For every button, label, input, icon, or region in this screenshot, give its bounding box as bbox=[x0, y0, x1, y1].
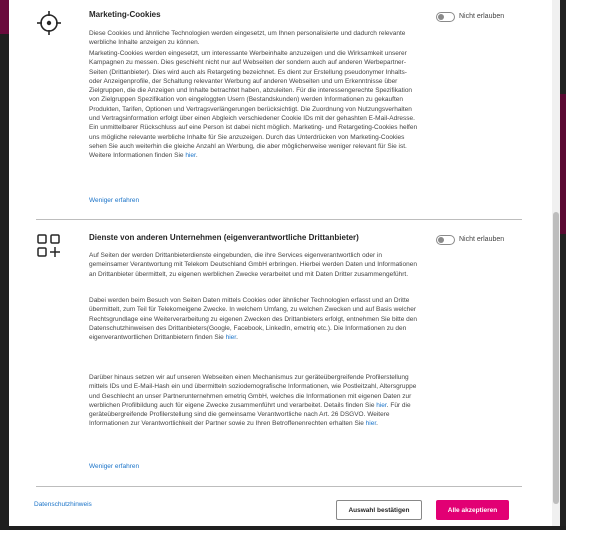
scrollbar-thumb[interactable] bbox=[553, 212, 559, 504]
third-party-paragraph-3-text: Darüber hinaus setzen wir auf unseren Webseiten einen Mechanismus zur geräteübergreifende Profilerstellung mittels IDs und E-Mail-Hash ein und übermitteln soziodemografische Informationen, wie Postleitzahl, Altersgruppe und Geschlecht an unser Partnerunternehmen emetriq GmbH, welches die Informationen mit eigenen Daten zur werblichen Profilbildung auch für eigene Zwecke zusammenführt und verarbeitet. Details finden Sie bbox=[89, 374, 417, 409]
toggle-knob bbox=[438, 237, 444, 243]
punctuation: . bbox=[236, 334, 238, 342]
third-party-paragraph-1: Auf Seiten der werden Drittanbieterdienste eingebunden, die ihre Services eigenverantwortlich oder in gemeinsamer Verantwortung mit Telekom Deutschland GmbH erbringen. Hierbei werden Daten und Informationen an Drittanbieter übermittelt, zu eigenen werblichen Zwecke verarbeitet und mit Daten Dritter zusammengeführt. bbox=[89, 252, 417, 278]
cookie-consent-dialog bbox=[9, 0, 560, 526]
section-divider bbox=[36, 219, 522, 220]
privacy-notice-link[interactable]: Datenschutzhinweis bbox=[34, 501, 92, 508]
marketing-more-info-link[interactable]: hier bbox=[185, 152, 196, 160]
toggle-knob bbox=[438, 14, 444, 20]
marketing-intro: Diese Cookies und ähnliche Technologien werden eingesetzt, um Ihnen personalisierte und dadurch relevante werbliche Inhalte anzeigen zu können. bbox=[89, 30, 406, 47]
section-title-third-party: Dienste von anderen Unternehmen (eigenverantwortliche Drittanbieter) bbox=[89, 233, 359, 242]
marketing-toggle-label: Nicht erlauben bbox=[459, 13, 505, 20]
marketing-description bbox=[89, 49, 421, 161]
third-party-toggle-label: Nicht erlauben bbox=[459, 236, 505, 243]
marketing-description-text: Marketing-Cookies werden eingesetzt, um interessante Werbeinhalte anzuzeigen und die Wirksamkeit unserer Kampagnen zu messen. Dies geschieht nicht nur auf Webseiten der sondern auch auf anderen Werbepartner-Seiten (Drittanbieter). Dies wird auch als Retargeting bezeichnet. Es dient zur Erstellung pseudonymer Inhalts- oder Anzeigenprofile, der Schaltung relevanter Werbung auf anderen Webseiten und um Erkenntnisse über Zielgruppen, die die Anzeigen und Inhalte betrachtet haben, abzuleiten. Für die interessengerechte Spezifikation von Zielgruppen Spezifikation von eingeloggten Usern (Bestandskunden) werden Informationen zu gekauften Produkten, Tarifen, Optionen und Vertragsverlängerungen berücksichtigt. Die Zuordnung von Nutzungsverhalten und Vertragsinformation erfolgt über einen Abgleich verschiedener Cookie IDs mit der gehashten E-Mail-Adresse. Ein unmittelbarer Rückschluss auf eine Person ist dabei nicht möglich. Marketing- und Retargeting-Cookies helfen uns mögliche relevante werbliche Inhalte für Sie anzuzeigen. Durch das Unterdrücken von Marketing-Cookies sehen Sie auch weiterhin die gleiche Anzahl an Werbung, die aber möglicherweise weniger relevant für Sie ist. Weitere Informationen finden Sie bbox=[89, 50, 418, 160]
punctuation: . bbox=[195, 152, 198, 160]
third-party-info-link[interactable]: hier bbox=[225, 334, 237, 342]
footer-divider bbox=[36, 486, 522, 487]
apps-add-icon bbox=[37, 234, 61, 258]
third-party-less-link[interactable]: Weniger erfahren bbox=[89, 463, 140, 470]
dialog-scrollbar[interactable] bbox=[552, 0, 560, 526]
punctuation: . bbox=[376, 420, 378, 428]
third-party-toggle[interactable] bbox=[436, 235, 455, 245]
third-party-paragraph-2-text: Dabei werden beim Besuch von Seiten Daten mittels Cookies oder ähnlicher Technologien erfasst und an Dritte übermittelt, zum Teil für Telekomeigene Zwecke. In welchem Umfang, zu welchen Zwecken und auf Basis welcher Rechtsgrundlage eine Weiterverarbeitung zu eigenen Zwecken des Drittanbieters erfolgt, entnehmen Sie bitte den Datenschutzhinweisen des Drittanbieters(Google, Facebook, LinkedIn, emetriq etc.). Die Informationen zu den eigenverantwortlichen Drittanbietern finden Sie bbox=[89, 297, 417, 342]
marketing-less-link[interactable]: Weniger erfahren bbox=[89, 197, 140, 204]
third-party-paragraph-3-mid: . Für die geräteübergreifende Profilerstellung sind die gemeinsame Verantwortliche nach Art. 26 DSGVO. Weitere Informationen zur Verantwortlichkeit der Partner sowie zu Ihren Betroffenenrechten erhalten Sie bbox=[89, 401, 411, 428]
marketing-toggle[interactable] bbox=[436, 12, 455, 22]
background-accent bbox=[0, 0, 9, 34]
background-right-strip bbox=[560, 0, 566, 528]
target-icon bbox=[36, 10, 62, 36]
profiling-details-link[interactable]: hier bbox=[376, 401, 387, 409]
accept-all-button[interactable]: Alle akzeptieren bbox=[436, 500, 509, 520]
third-party-paragraph-2 bbox=[89, 296, 423, 342]
third-party-paragraph-3 bbox=[89, 373, 423, 429]
confirm-selection-button[interactable]: Auswahl bestätigen bbox=[336, 500, 422, 520]
section-title-marketing: Marketing-Cookies bbox=[89, 10, 161, 19]
background-accent bbox=[560, 94, 566, 234]
responsibility-info-link[interactable]: hier bbox=[365, 420, 377, 428]
background-bottom-strip bbox=[0, 526, 566, 530]
background-left-strip bbox=[0, 0, 9, 528]
